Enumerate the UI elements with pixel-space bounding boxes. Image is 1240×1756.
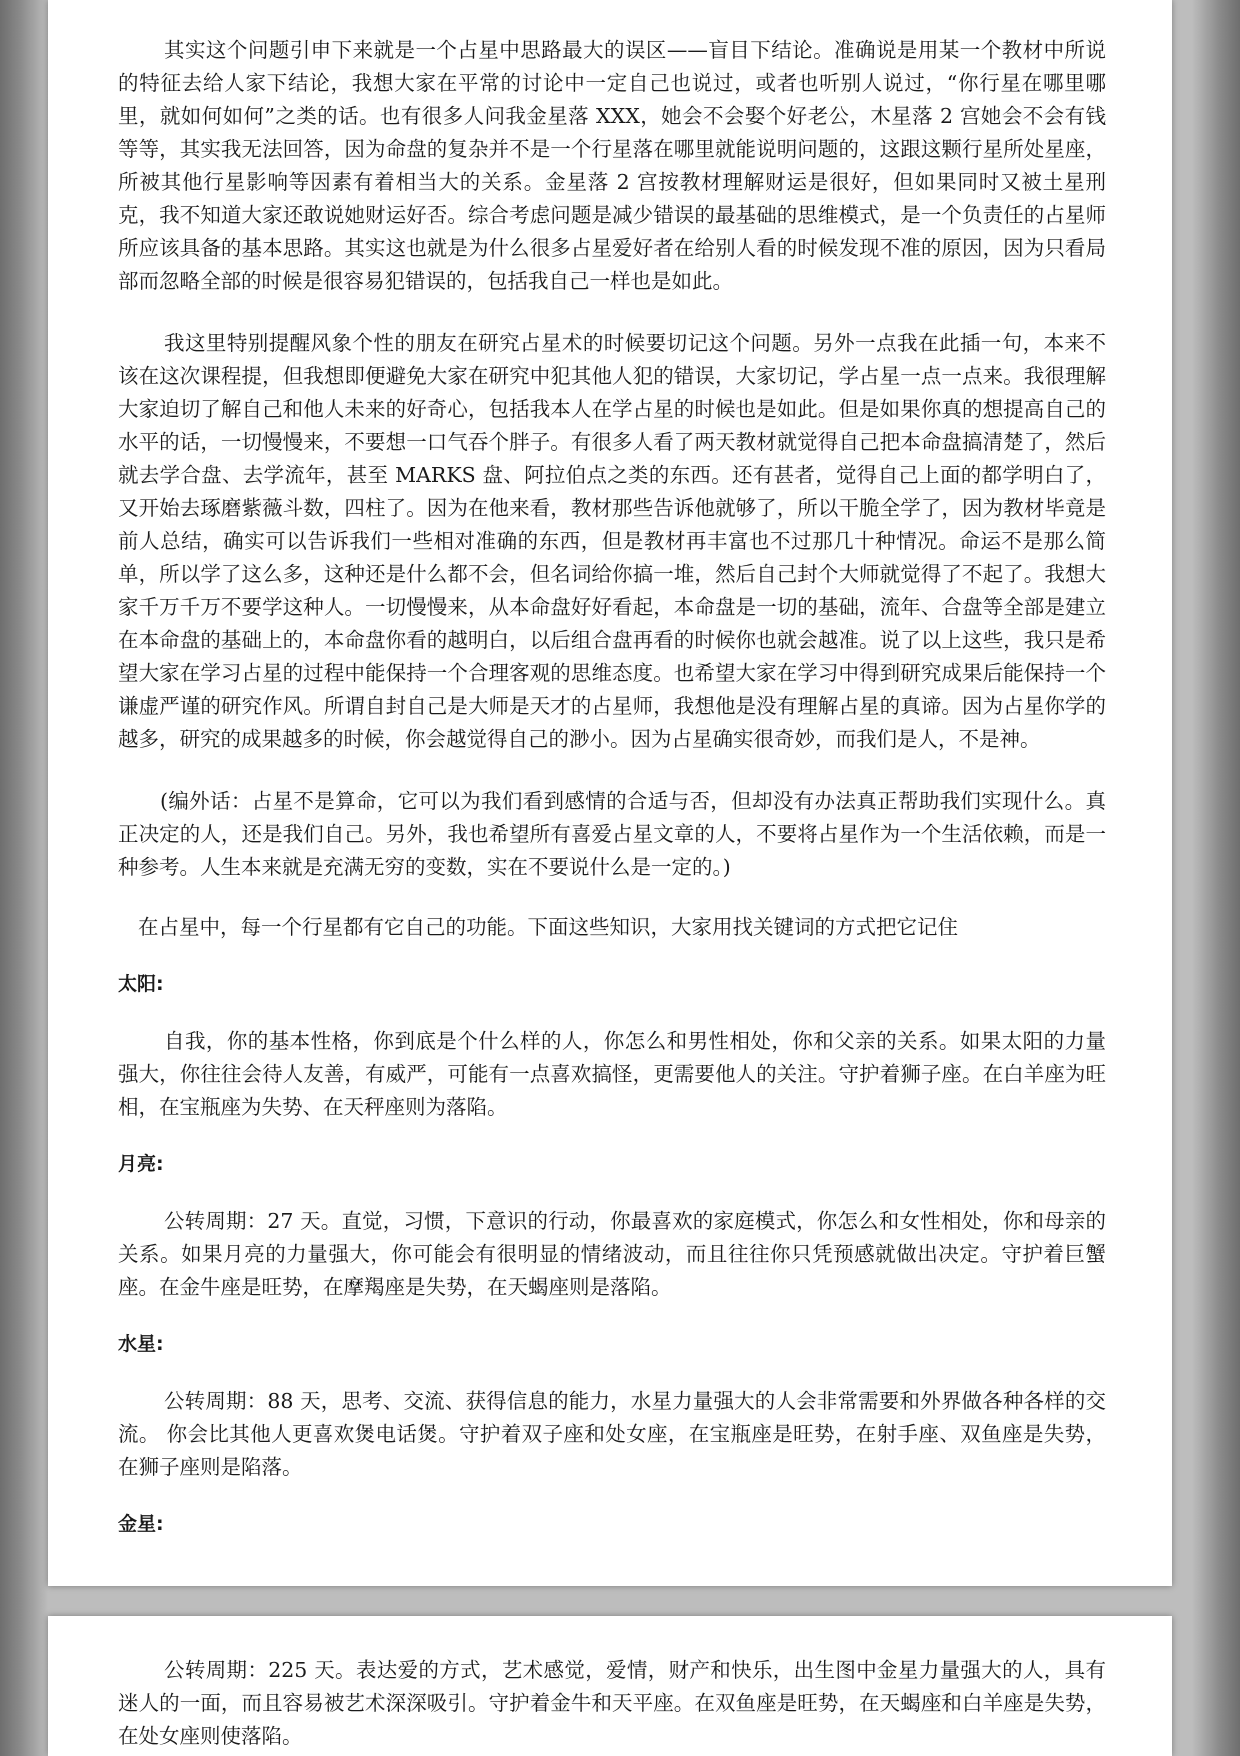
heading-moon: 月亮: (118, 1153, 164, 1175)
paragraph-advice: 我这里特别提醒风象个性的朋友在研究占星术的时候要切记这个问题。另外一点我在此插一句，本来不该在这次课程提，但我想即便避免大家在研究中犯其他人犯的错误，大家切记，学占星一点一点来。我很理解大家迫切了解自己和他人未来的好奇心，包括我本人在学占星的时候也是如此。但是如果你真的想提高自己的水平的话，一切慢慢来，不要想一口气吞个胖子。有很多人看了两天教材就觉得自己把本命盘搞清楚了，然后就去学合盘、去学流年，甚至 MARKS 盘、阿拉伯点之类的东西。还有甚者，觉得自己上面的都学明白了，又开始去琢磨紫薇斗数，四柱了。因为在他来看，教材那些告诉他就够了，所以干脆全学了，因为教材毕竟是前人总结，确实可以告诉我们一些相对准确的东西，但是教材再丰富也不过那几十种情况。命运不是那么简单，所以学了这么多，这种还是什么都不会，但名词给你搞一堆，然后自己封个大师就觉得了不起了。我想大家千万千万不要学这种人。一切慢慢来，从本命盘好好看起，本命盘是一切的基础，流年、合盘等全部是建立在本命盘的基础上的，本命盘你看的越明白，以后组合盘再看的时候你也就会越准。说了以上这些，我只是希望大家在学习占星的过程中能保持一个合理客观的思维态度。也希望大家在学习中得到研究成果后能保持一个谦虚严谨的研究作风。所谓自封自己是大师是天才的占星师，我想他是没有理解占星的真谛。因为占星你学的越多，研究的成果越多的时候，你会越觉得自己的渺小。因为占星确实很奇妙，而我们是人，不是神。 (118, 331, 1106, 751)
paragraph-mercury: 公转周期：88 天，思考、交流、获得信息的能力，水星力量强大的人会非常需要和外界做各种各样的交流。 你会比其他人更喜欢煲电话煲。守护着双子座和处女座，在宝瓶座是旺势，在射手座、双鱼座是失势，在狮子座则是陷落。 (118, 1389, 1106, 1479)
heading-sun: 太阳: (118, 973, 164, 995)
document-page-2 (48, 1616, 1172, 1756)
document-page-1 (48, 0, 1172, 1586)
paragraph-editor-note: (编外话：占星不是算命，它可以为我们看到感情的合适与否，但却没有办法真正帮助我们实现什么。真正决定的人，还是我们自己。另外，我也希望所有喜爱占星文章的人，不要将占星作为一个生活依赖，而是一种参考。人生本来就是充满无穷的变数，实在不要说什么是一定的。) (118, 789, 1106, 879)
paragraph-moon: 公转周期：27 天。直觉，习惯，下意识的行动，你最喜欢的家庭模式，你怎么和女性相处，你和母亲的关系。如果月亮的力量强大，你可能会有很明显的情绪波动，而且往往你只凭预感就做出决定。守护着巨蟹座。在金牛座是旺势，在摩羯座是失势，在天蝎座则是落陷。 (118, 1209, 1106, 1299)
paragraph-planet-intro: 在占星中，每一个行星都有它自己的功能。下面这些知识，大家用找关键词的方式把它记住 (138, 915, 958, 939)
paragraph-misconception: 其实这个问题引申下来就是一个占星中思路最大的误区——盲目下结论。准确说是用某一个教材中所说的特征去给人家下结论，我想大家在平常的讨论中一定自己也说过，或者也听别人说过，“你行星在哪里哪里，就如何如何”之类的话。也有很多人问我金星落 XXX，她会不会娶个好老公，木星落 2 宫她会不会有钱等等，其实我无法回答，因为命盘的复杂并不是一个行星落在哪里就能说明问题的，这跟这颗行星所处星座，所被其他行星影响等因素有着相当大的关系。金星落 2 宫按教材理解财运是很好，但如果同时又被土星刑克，我不知道大家还敢说她财运好否。综合考虑问题是减少错误的最基础的思维模式，是一个负责任的占星师所应该具备的基本思路。其实这也就是为什么很多占星爱好者在给别人看的时候发现不准的原因，因为只看局部而忽略全部的时候是很容易犯错误的，包括我自己一样也是如此。 (118, 38, 1106, 293)
paragraph-venus: 公转周期：225 天。表达爱的方式，艺术感觉，爱情，财产和快乐，出生图中金星力量强大的人，具有迷人的一面，而且容易被艺术深深吸引。守护着金牛和天平座。在双鱼座是旺势，在天蝎座和白羊座是失势，在处女座则使落陷。 (118, 1658, 1106, 1748)
heading-mercury: 水星: (118, 1333, 164, 1355)
heading-venus: 金星: (118, 1513, 164, 1535)
page-1-content (118, 34, 1106, 1541)
page-2-content (118, 1654, 1106, 1753)
paragraph-sun: 自我，你的基本性格，你到底是个什么样的人，你怎么和男性相处，你和父亲的关系。如果太阳的力量强大，你往往会待人友善，有威严，可能有一点喜欢搞怪，更需要他人的关注。守护着狮子座。在白羊座为旺相，在宝瓶座为失势、在天秤座则为落陷。 (118, 1029, 1106, 1119)
